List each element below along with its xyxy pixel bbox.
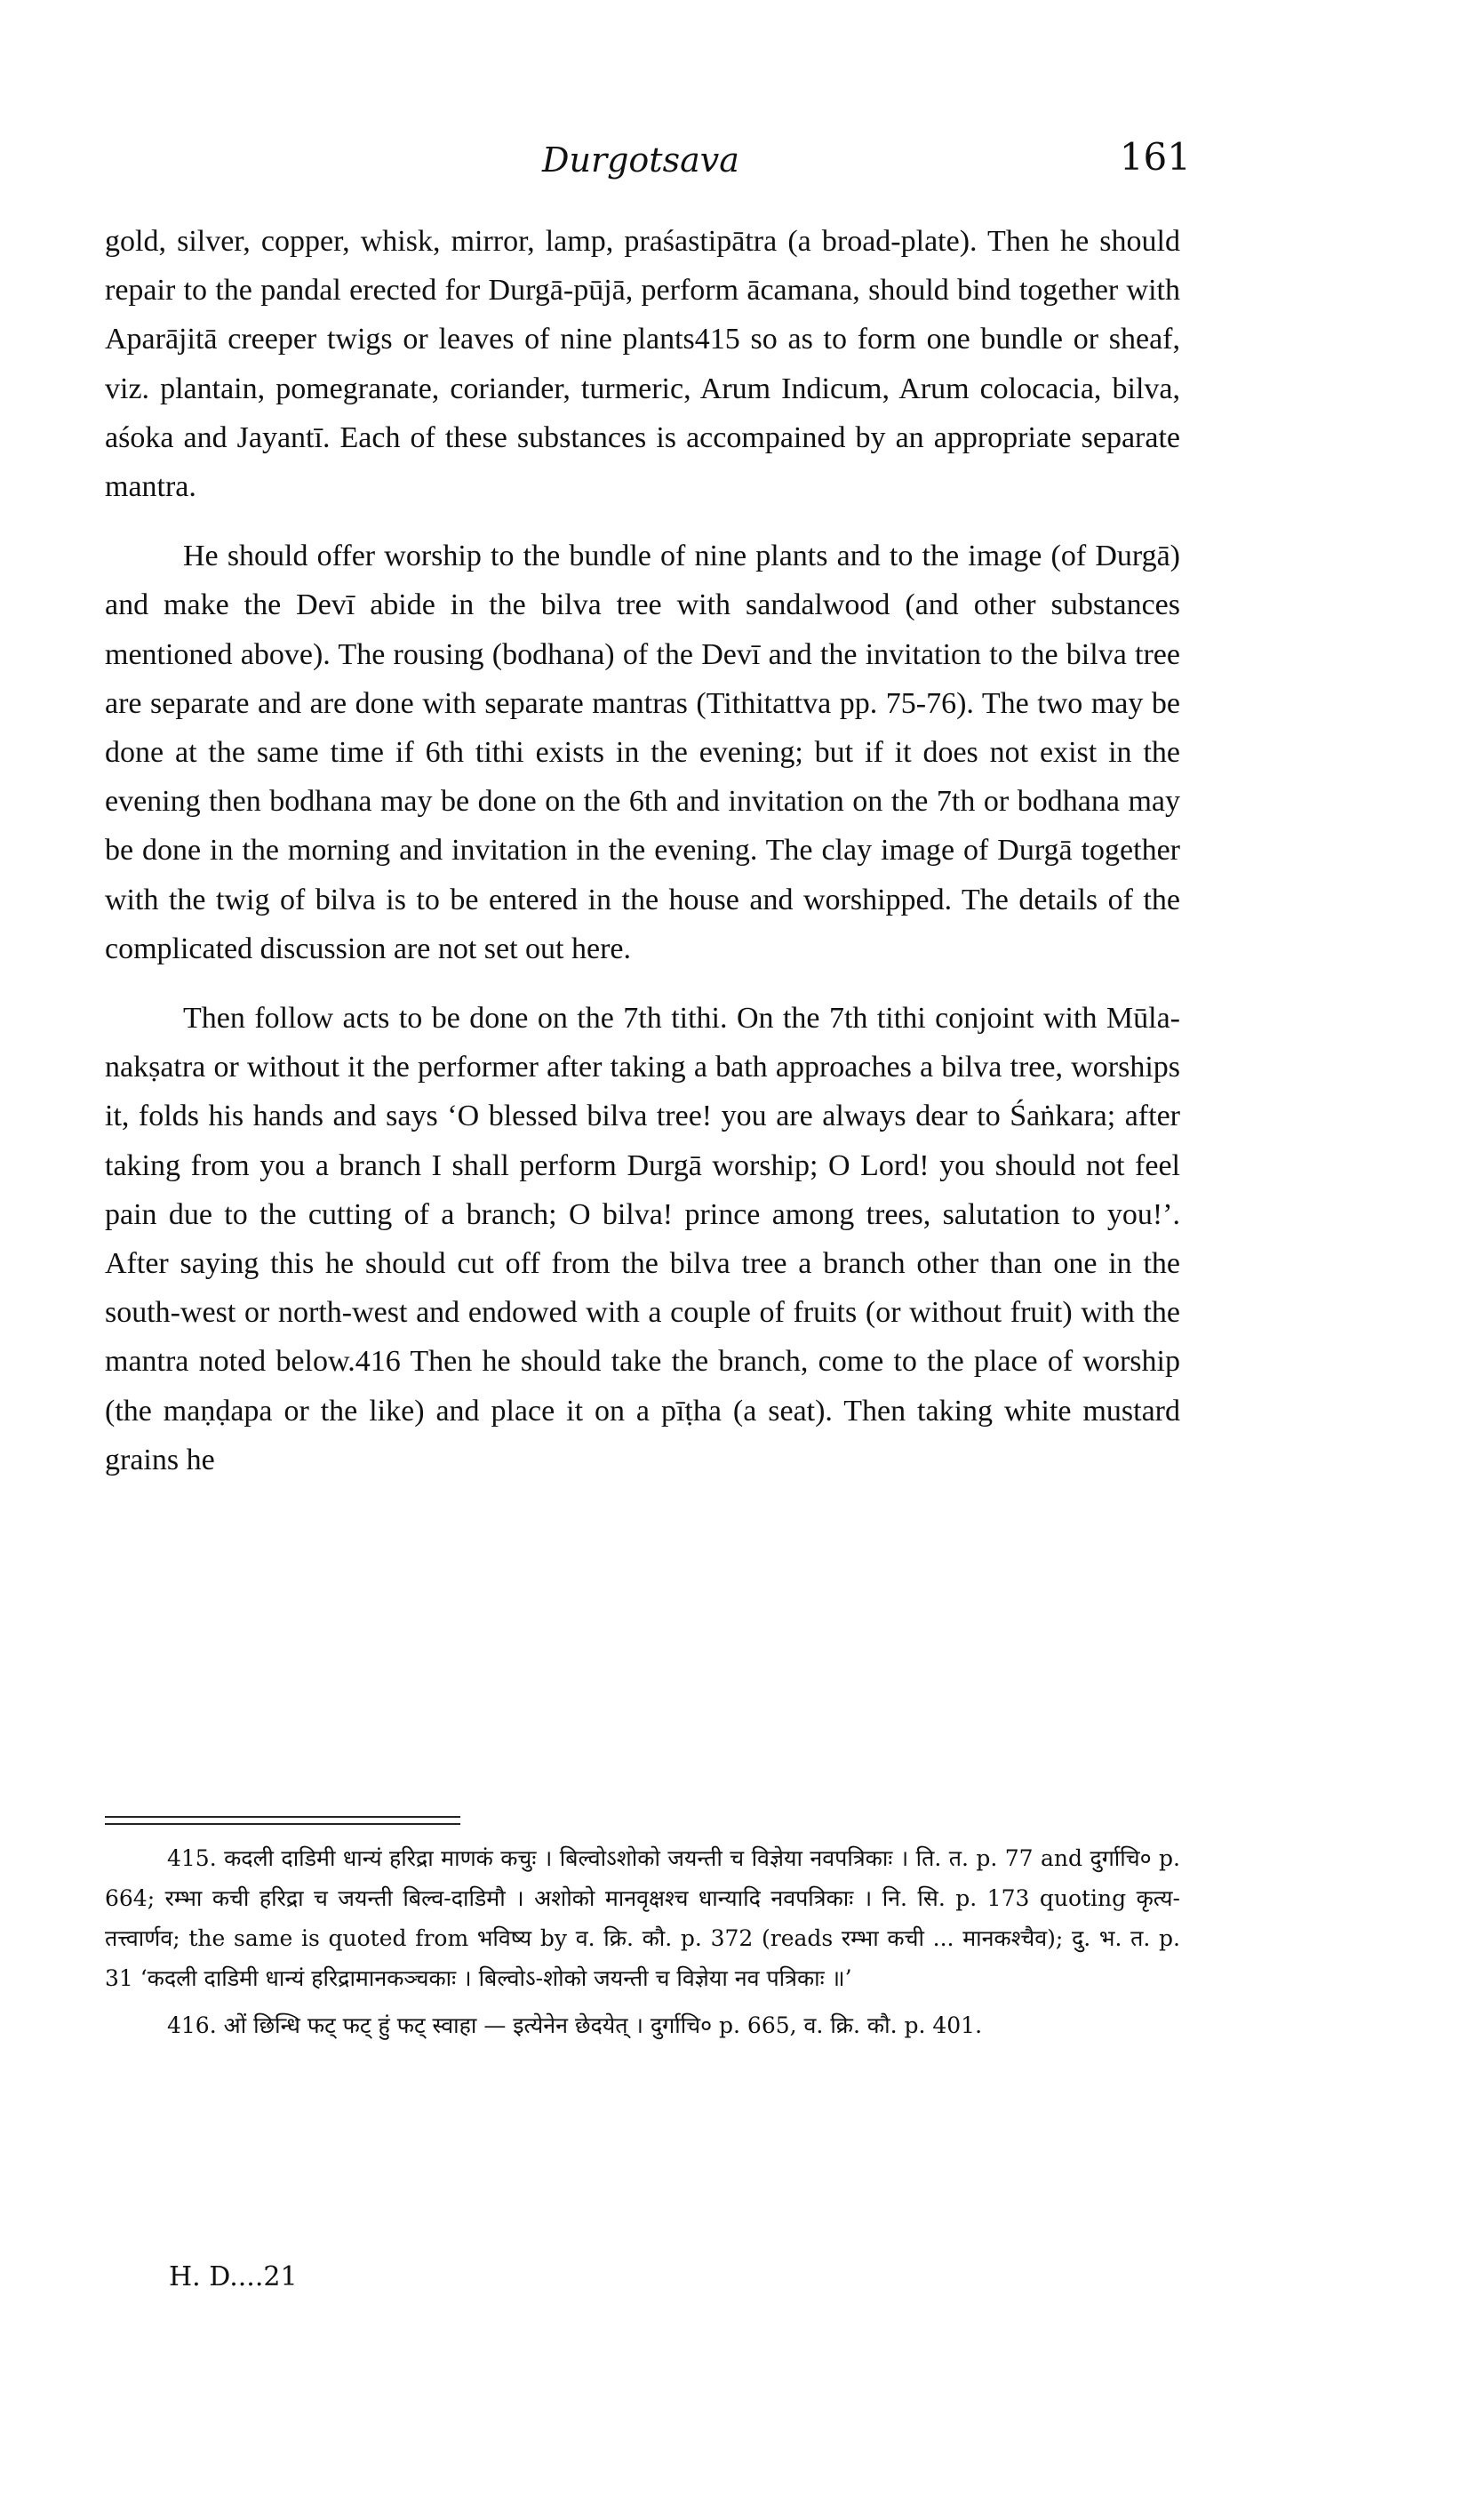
signature-mark: H. D....21	[169, 2261, 298, 2292]
footnote-separator	[105, 1816, 460, 1825]
paragraph-2: He should offer worship to the bundle of nine plants and to the image (of Durgā) and make the Devī abide in the bilva tree with sandalwood (and other substances mentioned above). The rousing (bodhana) of the Devī and the invitation to the bilva tree are separate and are done with separate mantras (Tithitattva pp. 75-76). The two may be done at the same time if 6th tithi exists in the evening; but if it does not exist in the evening then bodhana may be done on the 6th and invitation on the 7th or bodhana may be done in the morning and invitation in the evening. The clay image of Durgā together with the twig of bilva is to be entered in the house and worshipped. The details of the complicated discussion are not set out here.	[105, 540, 1180, 965]
paragraph-3: Then follow acts to be done on the 7th tithi. On the 7th tithi conjoint with Mūla-nakṣatra or without it the performer after taking a bath approaches a bilva tree, worships it, folds his hands and says ‘O blessed bilva tree! you are always dear to Śaṅkara; after taking from you a branch I shall perform Durgā worship; O Lord! you should not feel pain due to the cutting of a branch; O bilva! prince among trees, salutation to you!’. After saying this he should cut off from the bilva tree a branch other than one in the south-west or north-west and endowed with a couple of fruits (or without fruit) with the mantra noted below.416 Then he should take the branch, come to the place of worship (the maṇḍapa or the like) and place it on a pīṭha (a seat). Then taking white mustard grains he	[105, 1002, 1180, 1476]
body-text	[105, 217, 1180, 1505]
footnote-416: 416. ओं छिन्धि फट् फट् हुं फट् स्वाहा — इत्येनेन छेदयेत् । दुर्गाचि० p. 665, व. क्रि. कौ. p. 401.	[167, 2012, 983, 2038]
page-number: 161	[1119, 135, 1191, 179]
page-header	[98, 135, 1191, 194]
footnotes	[105, 1838, 1180, 2052]
footnote-415: 415. कदली दाडिमी धान्यं हरिद्रा माणकं कचुः । बिल्वोऽशोको जयन्ती च विज्ञेया नवपत्रिकाः । ति. त. p. 77 and दुर्गाचि० p. 664; रम्भा कची हरिद्रा च जयन्ती बिल्व-दाडिमौ । अशोको मानवृक्षश्च धान्यादि नवपत्रिकाः । नि. सि. p. 173 quoting कृत्य-तत्त्वार्णव; the same is quoted from भविष्य by व. क्रि. कौ. p. 372 (reads रम्भा कची ... मानकश्चैव); दु. भ. त. p. 31 ‘कदली दाडिमी धान्यं हरिद्रामानकञ्चकाः । बिल्वोऽ-शोको जयन्ती च विज्ञेया नव पत्रिकाः ॥’	[105, 1845, 1180, 1991]
paragraph-1: gold, silver, copper, whisk, mirror, lamp, praśastipātra (a broad-plate). Then he should repair to the pandal erected for Durgā-pūjā, perform ācamana, should bind together with Aparājitā creeper twigs or leaves of nine plants415 so as to form one bundle or sheaf, viz. plantain, pomegranate, coriander, turmeric, Arum Indicum, Arum colocacia, bilva, aśoka and Jayantī. Each of these substances is accompained by an appropriate separate mantra.	[105, 225, 1180, 504]
running-title: Durgotsava	[542, 140, 739, 180]
